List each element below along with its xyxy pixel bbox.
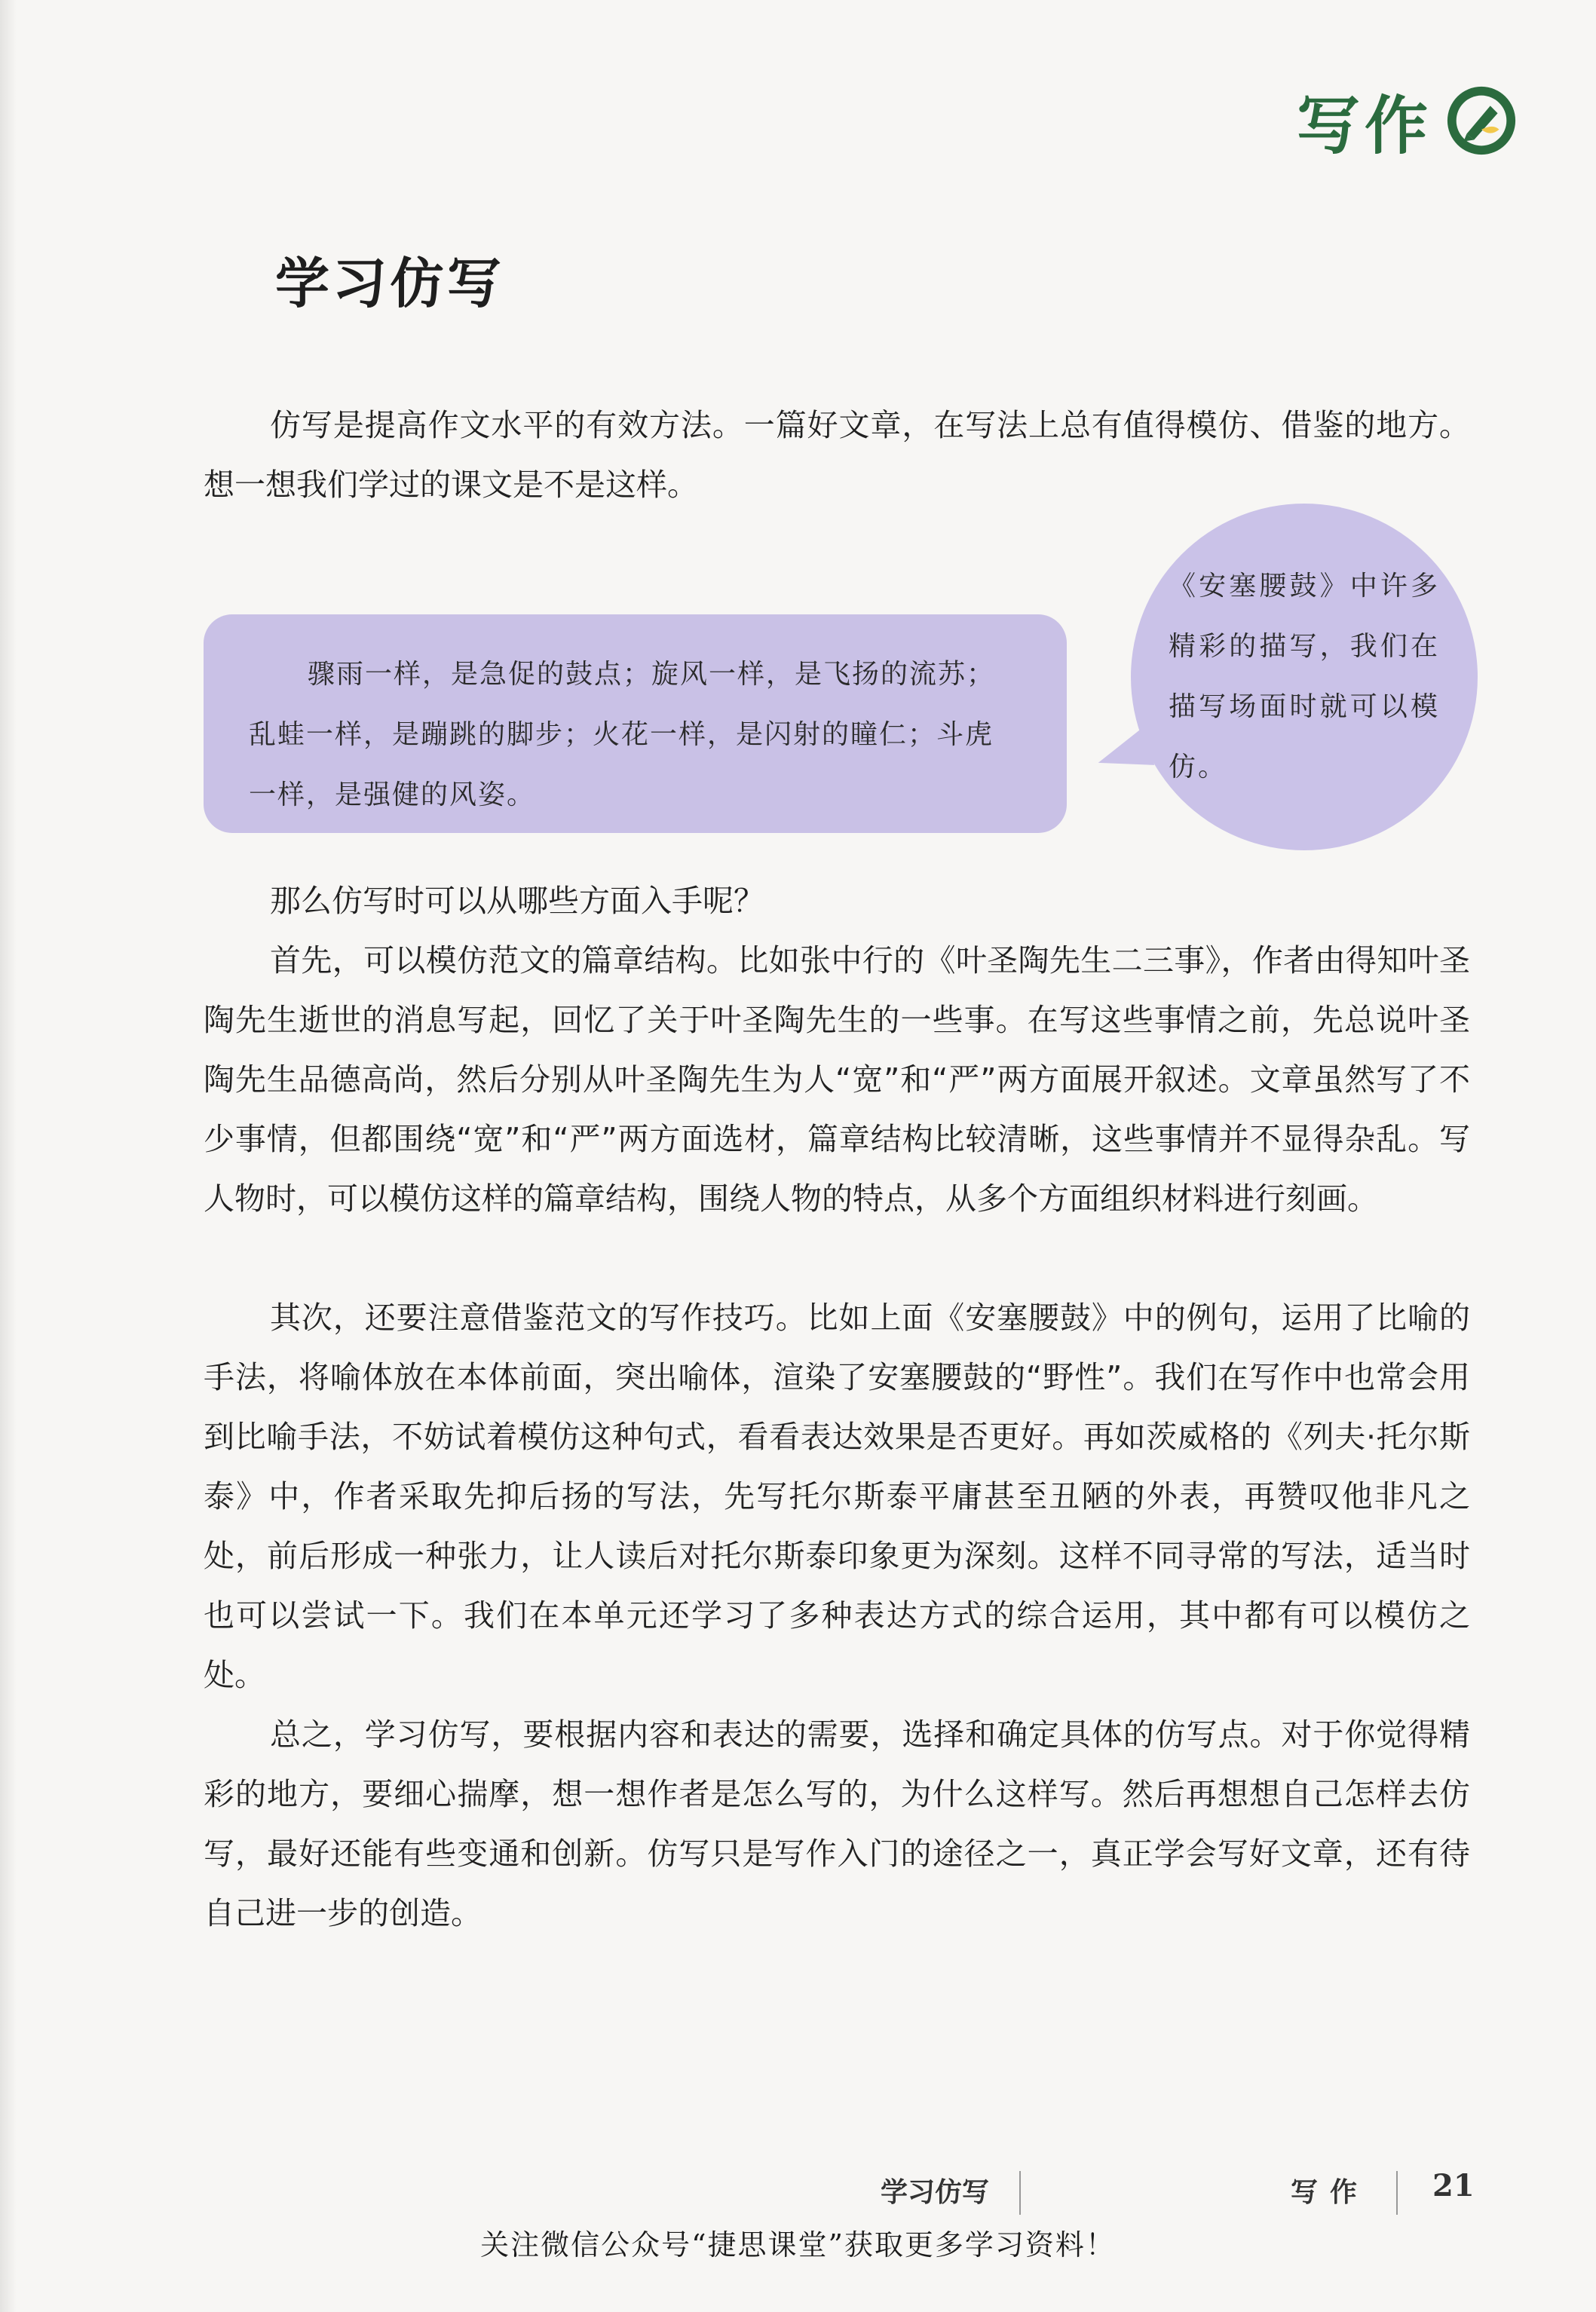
- page-edge-shadow: [0, 0, 17, 2312]
- intro-paragraph: 仿写是提高作文水平的有效方法。一篇好文章，在写法上总有值得模仿、借鉴的地方。想一想我们学过的课文是不是这样。: [204, 407, 1470, 503]
- example-quote-text: 骤雨一样，是急促的鼓点；旋风一样，是飞扬的流苏；乱蛙一样，是蹦跳的脚步；火花一样，是闪射的瞳仁；斗虎一样，是强健的风姿。: [249, 659, 996, 810]
- speech-bubble: [1131, 504, 1478, 850]
- footer-divider: [1396, 2171, 1398, 2215]
- footer-section-title: 学习仿写: [881, 2176, 990, 2208]
- page-number: 21: [1432, 2168, 1475, 2203]
- body-paragraph-3: 其次，还要注意借鉴范文的写作技巧。比如上面《安塞腰鼓》中的例句，运用了比喻的手法，将喻体放在本体前面，突出喻体，渲染了安塞腰鼓的“野性”。我们在写作中也常会用到比喻手法，不妨试着模仿这种句式，看看表达效果是否更好。再如茨威格的《列夫·托尔斯泰》中，作者采取先抑后扬的写法，先写托尔斯泰平庸甚至丑陋的外表，再赞叹他非凡之处，前后形成一种张力，让人读后对托尔斯泰印象更为深刻。这样不同寻常的写法，适当时也可以尝试一下。我们在本单元还学习了多种表达方式的综合运用，其中都有可以模仿之处。: [204, 1300, 1470, 1693]
- section-label: 写作: [1297, 87, 1433, 163]
- body-paragraph-2: 首先，可以模仿范文的篇章结构。比如张中行的《叶圣陶先生二三事》，作者由得知叶圣陶先生逝世的消息写起，回忆了关于叶圣陶先生的一些事。在写这些事情之前，先总说叶圣陶先生品德高尚，然后分别从叶圣陶先生为人“宽”和“严”两方面展开叙述。文章虽然写了不少事情，但都围绕“宽”和“严”两方面选材，篇章结构比较清晰，这些事情并不显得杂乱。写人物时，可以模仿这样的篇章结构，围绕人物的特点，从多个方面组织材料进行刻画。: [204, 942, 1470, 1217]
- body-paragraph-4: 总之，学习仿写，要根据内容和表达的需要，选择和确定具体的仿写点。对于你觉得精彩的地方，要细心揣摩，想一想作者是怎么写的，为什么这样写。然后再想想自己怎样去仿写，最好还能有些变通和创新。仿写只是写作入门的途径之一，真正学会写好文章，还有待自己进一步的创造。: [204, 1716, 1470, 1931]
- page-footer: [0, 2168, 1596, 2216]
- body-paragraph-1: 那么仿写时可以从哪些方面入手呢？: [270, 883, 764, 919]
- footer-unit-title: 写作: [1291, 2176, 1370, 2208]
- footer-divider: [1019, 2171, 1021, 2215]
- watermark-text: 关注微信公众号“捷思课堂”获取更多学习资料！: [480, 2228, 1116, 2261]
- example-quote-box: [204, 614, 1067, 833]
- pen-leaf-icon: [1444, 84, 1518, 158]
- page-title: 学习仿写: [275, 251, 505, 315]
- speech-bubble-text: 《安塞腰鼓》中许多精彩的描写，我们在描写场面时就可以模仿。: [1169, 571, 1440, 782]
- section-header: [1297, 75, 1518, 166]
